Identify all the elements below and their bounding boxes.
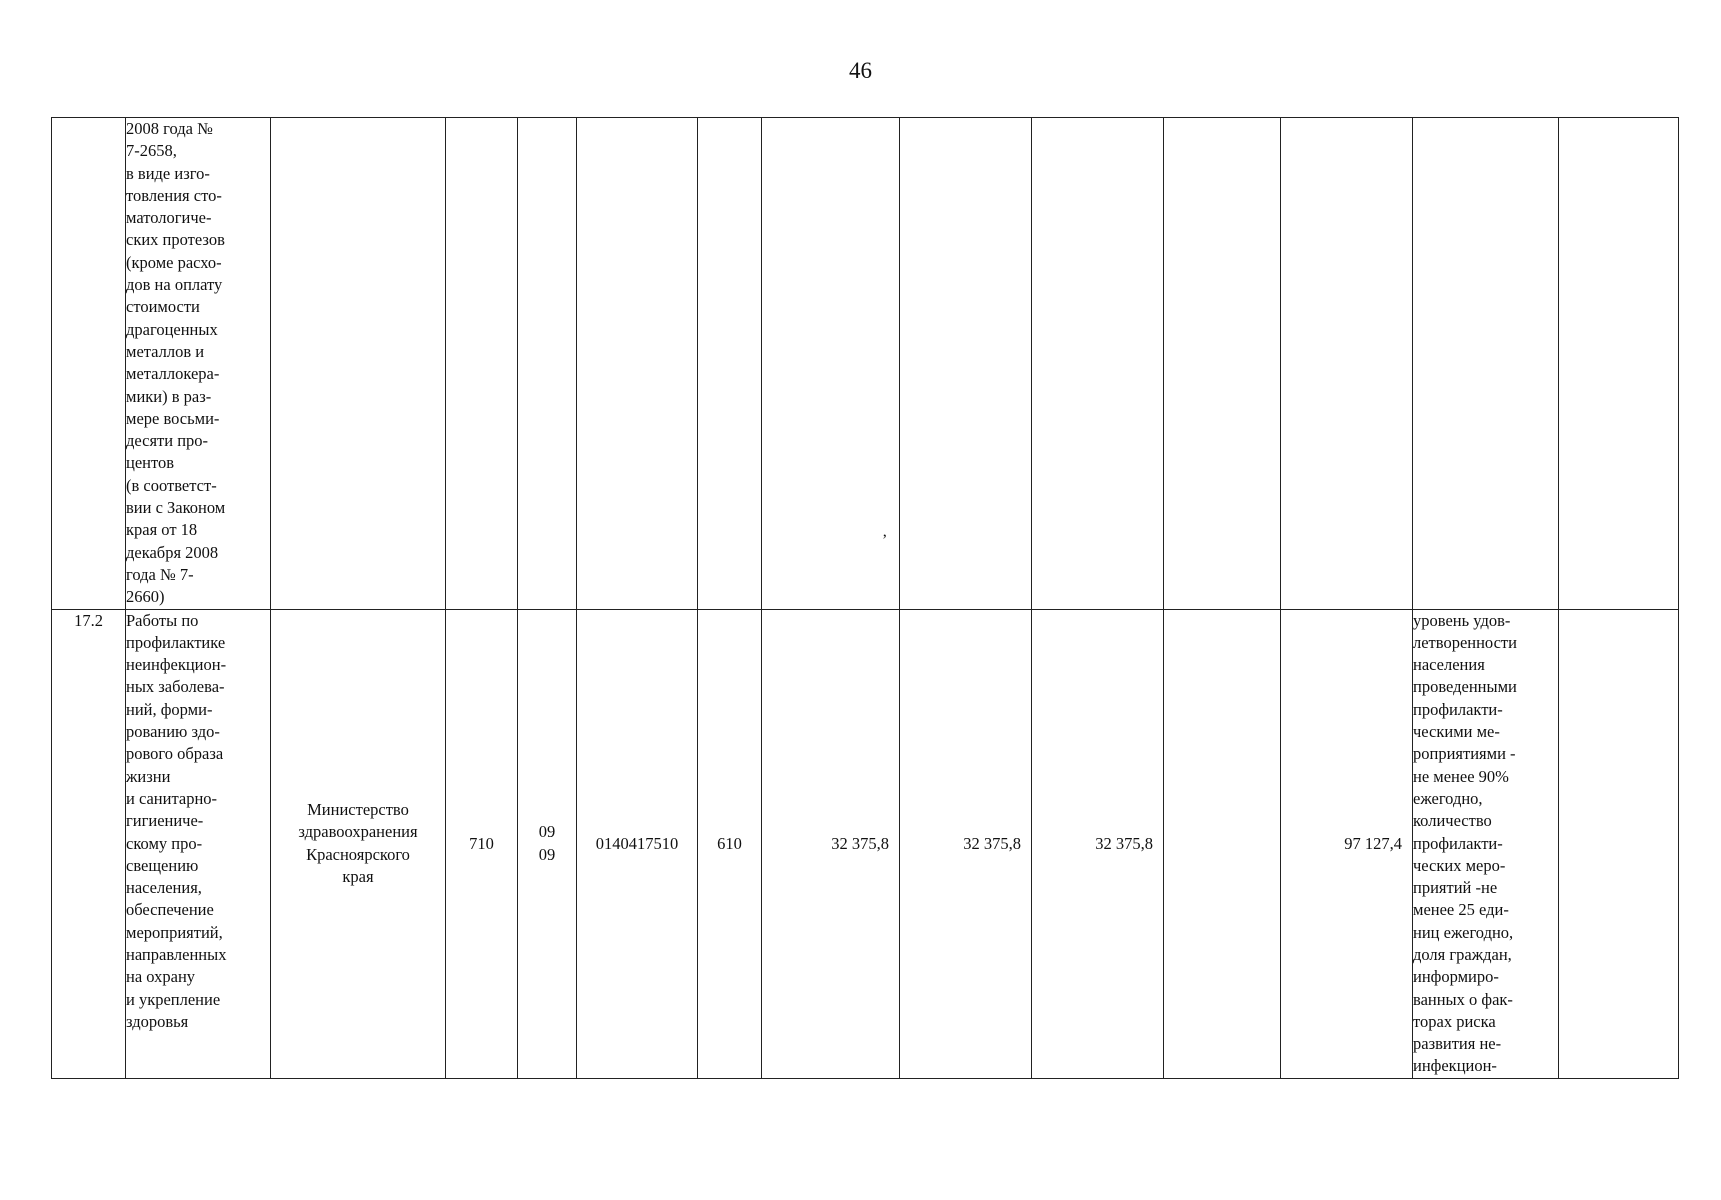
page-number: 46 — [849, 58, 872, 83]
cell-result: уровень удов- летворенности населения проведенными профилакти- ческими ме- роприятиями - не менее 90% ежегодно, количество профилакти- ческих меро- приятий -не менее 25 еди- ниц ежегодно, доля граждан, информиро- ванных о фак- торах риска развития не- инфекцион- — [1413, 609, 1559, 1078]
cell-year4 — [1164, 118, 1281, 610]
cell-extra — [1559, 118, 1679, 610]
cell-year3: 32 375,8 — [1032, 609, 1164, 1078]
cell-result — [1413, 118, 1559, 610]
table-row-continuation — [52, 118, 1679, 610]
cell-grbs — [446, 118, 518, 610]
cell-csr: 0140417510 — [577, 609, 698, 1078]
cell-total: 97 127,4 — [1281, 609, 1413, 1078]
cell-csr — [577, 118, 698, 610]
cell-year3 — [1032, 118, 1164, 610]
cell-year4 — [1164, 609, 1281, 1078]
budget-table — [51, 117, 1679, 1079]
cell-year1 — [762, 118, 900, 610]
cell-extra — [1559, 609, 1679, 1078]
cell-number — [52, 118, 126, 610]
cell-administrator: Министерство здравоохранения Красноярского края — [271, 609, 446, 1078]
stray-mark: ʼ — [882, 532, 888, 549]
cell-year2: 32 375,8 — [900, 609, 1032, 1078]
cell-administrator — [271, 118, 446, 610]
cell-year2 — [900, 118, 1032, 610]
cell-total — [1281, 118, 1413, 610]
cell-vr: 610 — [698, 609, 762, 1078]
cell-year1: 32 375,8 — [762, 609, 900, 1078]
cell-rzpr: 09 09 — [518, 609, 577, 1078]
cell-grbs: 710 — [446, 609, 518, 1078]
cell-description: Работы по профилактике неинфекцион- ных заболева- ний, форми- рованию здо- рового образа жизни и санитарно- гигиениче- скому про- свещению населения, обеспечение мероприятий, направленных на охрану и укрепление здоровья — [126, 609, 271, 1078]
cell-rzpr — [518, 118, 577, 610]
table-row-17-2 — [52, 609, 1679, 1078]
cell-number: 17.2 — [52, 609, 126, 1078]
cell-description: 2008 года № 7-2658, в виде изго- товления сто- матологиче- ских протезов (кроме расхо- дов на оплату стоимости драгоценных металлов и металлокера- мики) в раз- мере восьми- десяти про- центов (в соответст- вии с Законом края от 18 декабря 2008 года № 7- 2660) — [126, 118, 271, 610]
cell-vr — [698, 118, 762, 610]
